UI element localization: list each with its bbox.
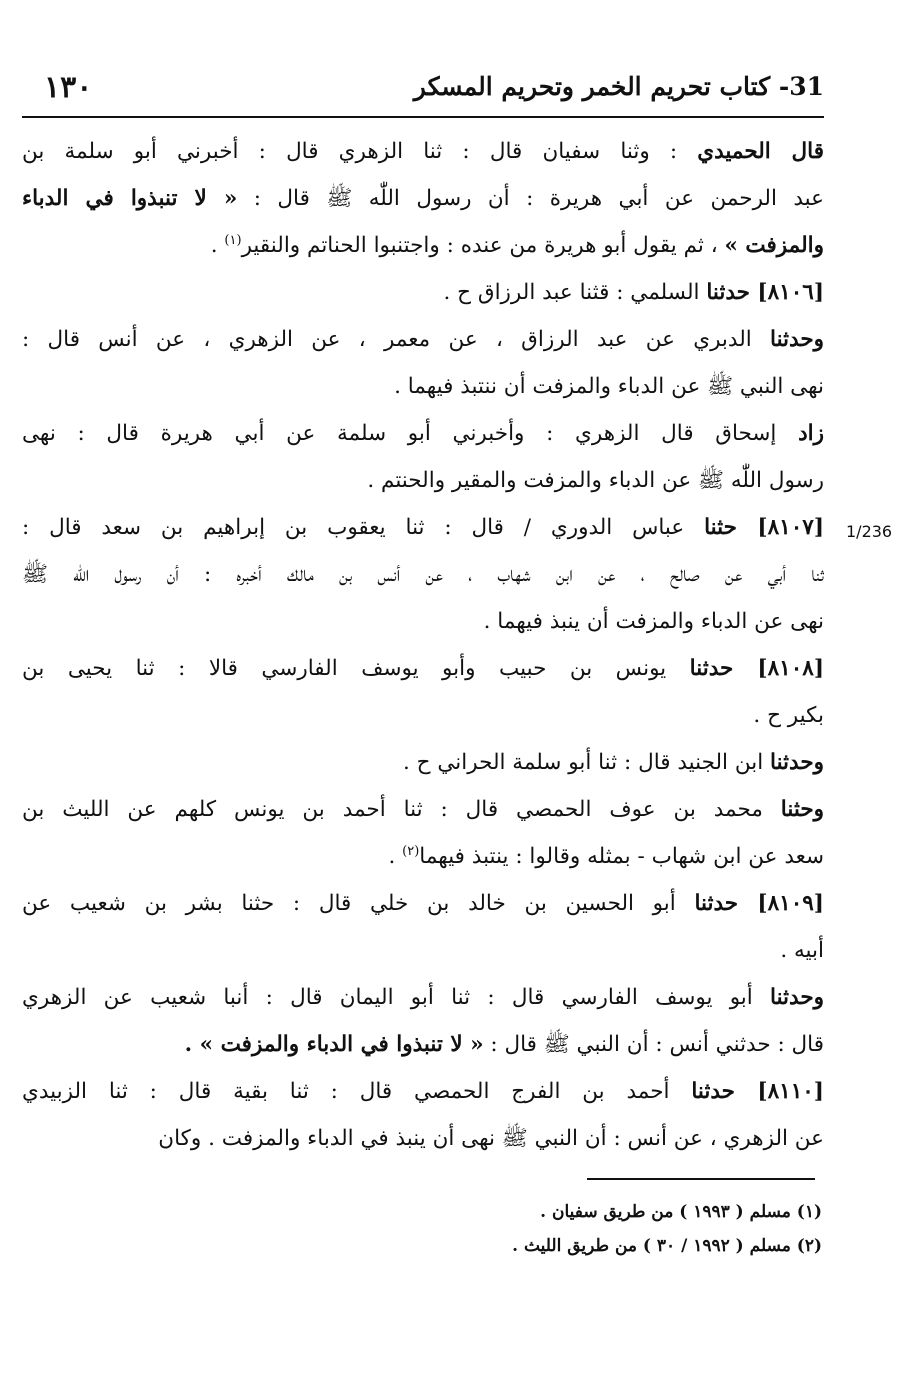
text-line <box>22 222 824 269</box>
text-line <box>22 598 824 645</box>
hadith-number: [٨١٠٩] <box>738 891 824 916</box>
text-segment: إسحاق قال الزهري : وأخبرني أبو سلمة عن أبي هريرة قال : نهى <box>22 421 799 446</box>
text-line <box>22 692 824 739</box>
text-line <box>22 974 824 1021</box>
text-segment: سعد عن ابن شهاب - بمثله وقالوا : ينتبذ فيهما <box>419 844 824 869</box>
paragraph <box>22 1068 824 1162</box>
page-number: ١٣٠ <box>44 70 93 105</box>
page-header <box>22 60 824 118</box>
text-line <box>22 645 824 692</box>
narration-opener: وحدثنا <box>770 327 824 352</box>
text-line <box>22 363 824 410</box>
text-segment: . <box>388 844 403 869</box>
text-line <box>22 1021 824 1068</box>
hadith-number: [٨١٠٨] <box>733 656 824 681</box>
text-line <box>22 1115 824 1162</box>
text-line <box>22 551 824 598</box>
text-segment: عن الزهري ، عن أنس : أن النبي ﷺ نهى أن ينبذ في الدباء والمزفت . وكان <box>158 1126 824 1151</box>
text-line <box>22 269 824 316</box>
narration-opener: حدثنا <box>691 1079 735 1104</box>
hadith-text-body <box>22 128 824 1162</box>
text-line <box>22 457 824 504</box>
text-segment: بكير ح . <box>753 703 824 728</box>
paragraph <box>22 974 824 1068</box>
prophetic-quote: والمزفت » <box>724 233 824 258</box>
text-line <box>22 786 824 833</box>
text-line <box>22 833 824 880</box>
text-segment: نهى عن الدباء والمزفت أن ينبذ فيهما . <box>483 609 824 634</box>
paragraph <box>22 645 824 739</box>
text-line <box>22 128 824 175</box>
hadith-number: [٨١١٠] <box>734 1079 824 1104</box>
paragraph <box>22 269 824 316</box>
text-line <box>22 927 824 974</box>
margin-manuscript-ref: 1/236 <box>846 522 893 541</box>
text-segment: أبو يوسف الفارسي قال : ثنا أبو اليمان قال : أنبا شعيب عن الزهري <box>22 985 771 1010</box>
narration-opener: حدثنا <box>694 891 739 916</box>
header-divider <box>22 116 824 118</box>
paragraph <box>22 880 824 974</box>
text-line <box>22 316 824 363</box>
paragraph <box>22 739 824 786</box>
text-segment: السلمي : قثنا عبد الرزاق ح . <box>443 280 707 305</box>
text-segment: ثنا أبي عن صالح ، عن ابن شهاب ، عن أنس بن مالك أخبره : أن رسول اللّٰه ﷺ <box>22 562 824 587</box>
text-line <box>22 1068 824 1115</box>
text-segment: ، ثم يقول أبو هريرة من عنده : واجتنبوا الحناتم والنقير <box>241 233 725 258</box>
prophetic-quote: « لا تنبذوا في الدباء والمزفت » . <box>184 1032 484 1057</box>
text-segment: يونس بن حبيب وأبو يوسف الفارسي قالا : ثنا يحيى بن <box>22 656 690 681</box>
chapter-title: 31- كتاب تحريم الخمر وتحريم المسكر <box>413 72 824 101</box>
narration-opener: زاد <box>798 421 824 446</box>
narration-opener: حدثنا <box>689 656 734 681</box>
hadith-number: [٨١٠٧] <box>736 515 824 540</box>
footnotes <box>22 1195 822 1263</box>
text-segment: عبد الرحمن عن أبي هريرة : أن رسول اللّٰه ﷺ قال : <box>237 186 824 211</box>
text-segment: الدبري عن عبد الرزاق ، عن معمر ، عن الزهري ، عن أنس قال : <box>22 327 771 352</box>
prophetic-quote: « لا تنبذوا في الدباء <box>22 186 238 211</box>
text-segment: ابن الجنيد قال : ثنا أبو سلمة الحراني ح . <box>402 750 771 775</box>
footnote-2: (٢) مسلم ( ١٩٩٢ / ٣٠ ) من طريق الليث . <box>512 1236 822 1256</box>
text-segment: أبيه . <box>780 938 824 963</box>
narration-opener: وحدثنا <box>770 985 824 1010</box>
text-line <box>22 175 824 222</box>
hadith-number: [٨١٠٦] <box>749 280 824 305</box>
text-line <box>22 410 824 457</box>
paragraph <box>22 316 824 410</box>
text-segment: أحمد بن الفرج الحمصي قال : ثنا بقية قال : ثنا الزبيدي <box>22 1079 692 1104</box>
footnote-divider <box>587 1178 815 1180</box>
text-segment: محمد بن عوف الحمصي قال : ثنا أحمد بن يونس كلهم عن الليث بن <box>22 797 781 822</box>
text-segment: . <box>210 233 225 258</box>
paragraph <box>22 410 824 504</box>
narration-opener: قال الحميدي <box>697 139 824 164</box>
narration-opener: حدثنا <box>706 280 750 305</box>
text-segment: نهى النبي ﷺ عن الدباء والمزفت أن ننتبذ فيهما . <box>394 374 824 399</box>
text-line <box>22 880 824 927</box>
text-line <box>22 504 824 551</box>
narration-opener: وحثنا <box>780 797 824 822</box>
footnote-ref: (١) <box>224 232 242 248</box>
text-segment: قال : حدثني أنس : أن النبي ﷺ قال : <box>483 1032 824 1057</box>
narration-opener: حثنا <box>704 515 737 540</box>
paragraph <box>22 504 824 645</box>
paragraph <box>22 128 824 269</box>
text-segment: عباس الدوري / قال : ثنا يعقوب بن إبراهيم بن سعد قال : <box>22 515 705 540</box>
text-line <box>22 739 824 786</box>
footnote-ref: (٢) <box>402 843 420 859</box>
paragraph <box>22 786 824 880</box>
narration-opener: وحدثنا <box>770 750 824 775</box>
text-segment: : وثنا سفيان قال : ثنا الزهري قال : أخبرني أبو سلمة بن <box>22 139 698 164</box>
text-segment: رسول اللّٰه ﷺ عن الدباء والمزفت والمقير والحنتم . <box>367 468 824 493</box>
text-segment: أبو الحسين بن خالد بن خلي قال : حثنا بشر بن شعيب عن <box>22 891 695 916</box>
footnote-1: (١) مسلم ( ١٩٩٣ ) من طريق سفيان . <box>540 1202 822 1222</box>
